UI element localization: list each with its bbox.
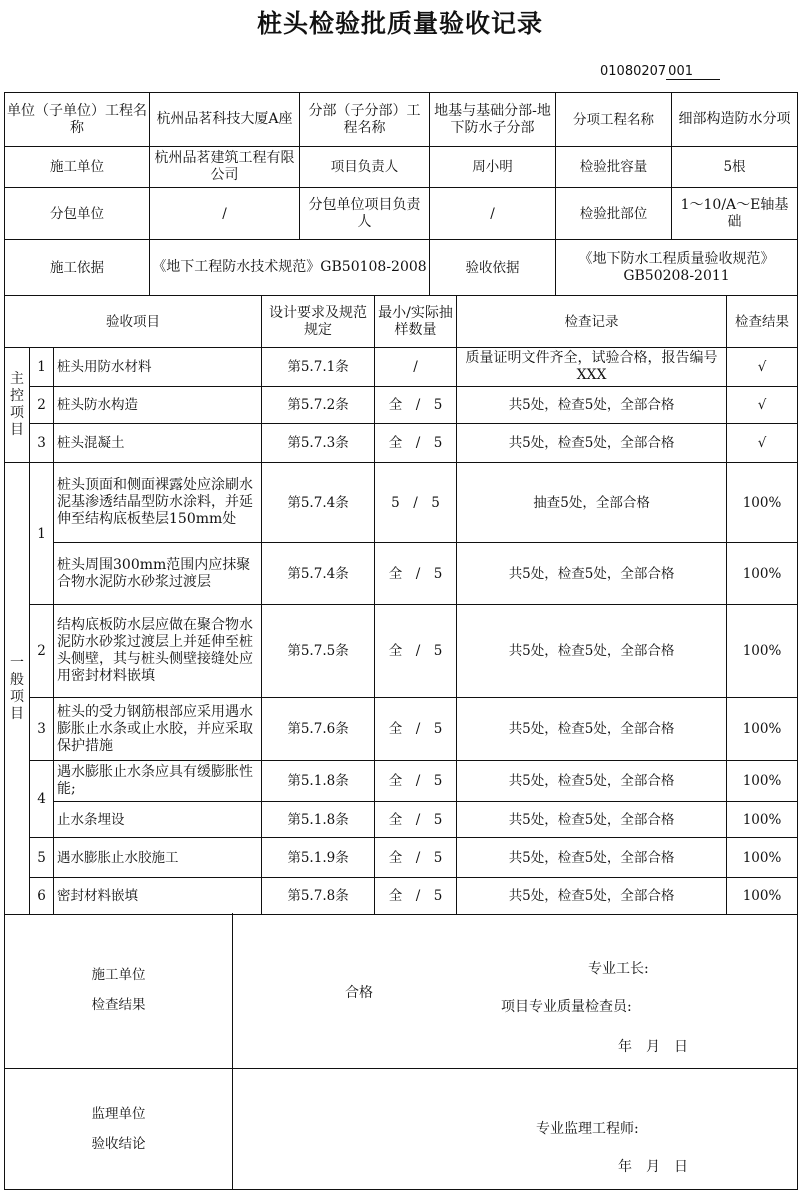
contractor-label: 施工单位 (5, 147, 150, 188)
sub-pm-value: / (430, 188, 556, 240)
supervisor-check-labels (5, 1068, 233, 1189)
sub-label: 分部（子分部）工程名称 (300, 93, 430, 147)
main-item-sample: / (375, 348, 457, 387)
capacity-label: 检验批容量 (556, 147, 672, 188)
general-item-sample: 全 / 5 (375, 838, 457, 878)
general-item-sample: 5 / 5 (375, 463, 457, 543)
sub-value: 地基与基础分部-地下防水子分部 (430, 93, 556, 147)
main-item-result: √ (727, 387, 798, 424)
pm-value: 周小明 (430, 147, 556, 188)
general-item-no: 3 (30, 698, 54, 761)
col-item: 验收项目 (5, 296, 262, 348)
location-label: 检验批部位 (556, 188, 672, 240)
general-item-clause: 第5.7.8条 (262, 878, 375, 915)
general-item-result: 100% (727, 761, 798, 802)
main-item-clause: 第5.7.1条 (262, 348, 375, 387)
main-group-label: 主控项目 (5, 348, 30, 463)
general-item-sample: 全 / 5 (375, 605, 457, 698)
accept-basis-label: 验收依据 (430, 240, 556, 296)
main-item-clause: 第5.7.2条 (262, 387, 375, 424)
main-item-name: 桩头防水构造 (54, 387, 262, 424)
contractor-check-result: 合格 (345, 985, 373, 1001)
general-item-no: 2 (30, 605, 54, 698)
general-item-clause: 第5.7.6条 (262, 698, 375, 761)
general-item-sample: 全 / 5 (375, 543, 457, 605)
general-item-name: 止水条埋设 (54, 802, 262, 838)
basis-value: 《地下工程防水技术规范》GB50108-2008 (150, 240, 430, 296)
page-title: 桩头检验批质量验收记录 (256, 9, 543, 38)
general-item-clause: 第5.7.5条 (262, 605, 375, 698)
general-item-clause: 第5.1.9条 (262, 838, 375, 878)
general-item-sample: 全 / 5 (375, 802, 457, 838)
general-item-sample: 全 / 5 (375, 761, 457, 802)
contractor-value: 杭州品茗建筑工程有限公司 (150, 147, 300, 188)
capacity-value: 5根 (672, 147, 798, 188)
supervisor-check-date: 年 月 日 (618, 1158, 688, 1175)
general-item-no: 6 (30, 878, 54, 915)
main-item-name: 桩头混凝土 (54, 424, 262, 463)
contractor-check-labels (5, 913, 233, 1068)
general-item-sample: 全 / 5 (375, 878, 457, 915)
general-item-name: 遇水膨胀止水条应具有缓膨胀性能; (54, 761, 262, 802)
accept-basis-value: 《地下防水工程质量验收规范》GB50208-2011 (556, 240, 798, 296)
sub-pm-label: 分包单位项目负责人 (300, 188, 430, 240)
general-item-result: 100% (727, 878, 798, 915)
col-result: 检查结果 (727, 296, 798, 348)
general-item-sample: 全 / 5 (375, 698, 457, 761)
main-item-sample: 全 / 5 (375, 424, 457, 463)
general-item-result: 100% (727, 802, 798, 838)
main-item-result: √ (727, 348, 798, 387)
general-item-record: 共5处，检查5处，全部合格 (457, 838, 727, 878)
general-item-name: 桩头顶面和侧面裸露处应涂刷水泥基渗透结晶型防水涂料，并延伸至结构底板垫层150mm处 (54, 463, 262, 543)
header-table (4, 92, 798, 296)
supervisor-check-label2: 验收结论 (91, 1135, 146, 1152)
subcontractor-value: / (150, 188, 300, 240)
general-item-result: 100% (727, 698, 798, 761)
items-table (4, 295, 798, 915)
main-item-clause: 第5.7.3条 (262, 424, 375, 463)
general-group-label: 一般项目 (5, 463, 30, 915)
general-item-clause: 第5.1.8条 (262, 802, 375, 838)
main-item-no: 3 (30, 424, 54, 463)
supervisor-check-label1: 监理单位 (91, 1105, 146, 1122)
item-label: 分项工程名称 (556, 93, 672, 147)
general-item-name: 密封材料嵌填 (54, 878, 262, 915)
quality-inspector-label: 项目专业质量检查员: (501, 999, 632, 1015)
supervision-engineer-label: 专业监理工程师: (536, 1120, 639, 1137)
document-number-suffix: 001 (666, 64, 720, 80)
general-item-name: 桩头周围300mm范围内应抹聚合物水泥防水砂浆过渡层 (54, 543, 262, 605)
main-item-record: 共5处，检查5处，全部合格 (457, 424, 727, 463)
general-item-record: 共5处，检查5处，全部合格 (457, 761, 727, 802)
location-value: 1～10/A～E轴基础 (672, 188, 798, 240)
general-item-result: 100% (727, 463, 798, 543)
general-item-clause: 第5.7.4条 (262, 543, 375, 605)
contractor-check-label2: 检查结果 (91, 997, 146, 1014)
supervisor-check-content (233, 1068, 798, 1189)
document-number-prefix: 01080207 (600, 64, 667, 79)
general-item-no: 5 (30, 838, 54, 878)
general-item-clause: 第5.1.8条 (262, 761, 375, 802)
item-value: 细部构造防水分项 (672, 93, 798, 147)
general-item-no: 4 (30, 761, 54, 838)
pm-label: 项目负责人 (300, 147, 430, 188)
foreman-label: 专业工长: (588, 961, 649, 977)
general-item-name: 桩头的受力钢筋根部应采用遇水膨胀止水条或止水胶，并应采取保护措施 (54, 698, 262, 761)
col-record: 检查记录 (457, 296, 727, 348)
main-item-record: 质量证明文件齐全，试验合格，报告编号XXX (457, 348, 727, 387)
general-item-record: 抽查5处，全部合格 (457, 463, 727, 543)
subcontractor-label: 分包单位 (5, 188, 150, 240)
col-design: 设计要求及规范规定 (262, 296, 375, 348)
general-item-record: 共5处，检查5处，全部合格 (457, 543, 727, 605)
general-item-no: 1 (30, 463, 54, 605)
general-item-name: 结构底板防水层应做在聚合物水泥防水砂浆过渡层上并延伸至桩头侧壁，其与桩头侧壁接缝处应用密封材料嵌填 (54, 605, 262, 698)
general-item-record: 共5处，检查5处，全部合格 (457, 698, 727, 761)
main-item-name: 桩头用防水材料 (54, 348, 262, 387)
general-item-result: 100% (727, 605, 798, 698)
general-item-record: 共5处，检查5处，全部合格 (457, 878, 727, 915)
general-item-name: 遇水膨胀止水胶施工 (54, 838, 262, 878)
main-item-sample: 全 / 5 (375, 387, 457, 424)
general-item-result: 100% (727, 543, 798, 605)
contractor-check-label1: 施工单位 (91, 967, 146, 984)
general-item-record: 共5处，检查5处，全部合格 (457, 605, 727, 698)
main-item-result: √ (727, 424, 798, 463)
main-item-no: 1 (30, 348, 54, 387)
general-item-result: 100% (727, 838, 798, 878)
signature-table (4, 913, 798, 1190)
general-item-record: 共5处，检查5处，全部合格 (457, 802, 727, 838)
document-number (600, 64, 720, 80)
main-item-no: 2 (30, 387, 54, 424)
general-item-clause: 第5.7.4条 (262, 463, 375, 543)
unit-label: 单位（子单位）工程名称 (5, 93, 150, 147)
col-sample: 最小/实际抽样数量 (375, 296, 457, 348)
contractor-check-content (233, 913, 798, 1068)
contractor-check-date: 年 月 日 (618, 1039, 688, 1055)
basis-label: 施工依据 (5, 240, 150, 296)
main-item-record: 共5处，检查5处，全部合格 (457, 387, 727, 424)
unit-value: 杭州品茗科技大厦A座 (150, 93, 300, 147)
